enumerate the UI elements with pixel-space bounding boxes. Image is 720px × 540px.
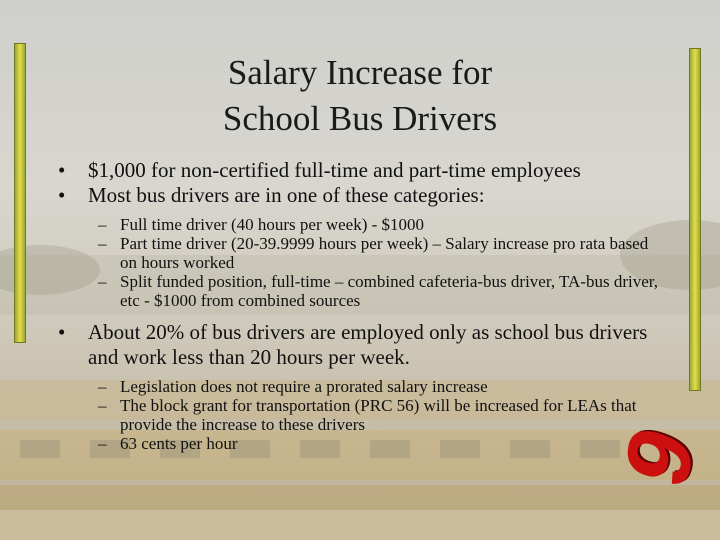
bullet-item [58,183,668,208]
sub-bullet-dash: – [98,434,107,453]
sub-bullet-text: Full time driver (40 hours per week) - $1000 [120,215,425,234]
bullet-dot: • [58,183,66,207]
bullet-text: $1,000 for non-certified full-time and part-time employees [88,158,581,182]
bullet-text: About 20% of bus drivers are employed only as school bus drivers and work less than 20 hours per week. [88,320,648,369]
sub-bullet-text: Part time driver (20-39.9999 hours per week) – Salary increase pro rata based on hours worked [120,234,649,272]
slide-title [0,50,720,142]
bullet-item [58,158,668,183]
sub-bullet-item [58,234,668,272]
sub-bullet-text: 63 cents per hour [120,434,238,453]
sub-bullet-dash: – [98,234,107,253]
sub-bullet-dash: – [98,272,107,291]
sub-bullet-item [58,434,668,453]
bullet-text: Most bus drivers are in one of these categories: [88,183,485,207]
sub-bullet-dash: – [98,377,107,396]
sub-bullet-item [58,272,668,310]
sub-bullet-text: Legislation does not require a prorated salary increase [120,377,488,396]
sub-bullet-item [58,377,668,396]
title-line-1: Salary Increase for [227,53,493,92]
bullet-dot: • [58,158,66,182]
slide-body [58,158,668,453]
sub-bullet-text: Split funded position, full-time – combined cafeteria-bus driver, TA-bus driver, etc - $1000 from combined sources [120,272,658,310]
bullet-dot: • [58,320,66,344]
sub-bullet-item [58,396,668,434]
sub-bullet-dash: – [98,396,107,415]
sub-bullet-dash: – [98,215,107,234]
bullet-item [58,320,668,370]
page-number: 9 [606,414,714,500]
title-line-2: School Bus Drivers [222,99,498,138]
sub-bullet-text: The block grant for transportation (PRC 56) will be increased for LEAs that provide the increase to these drivers [120,396,637,434]
sub-bullet-item [58,215,668,234]
